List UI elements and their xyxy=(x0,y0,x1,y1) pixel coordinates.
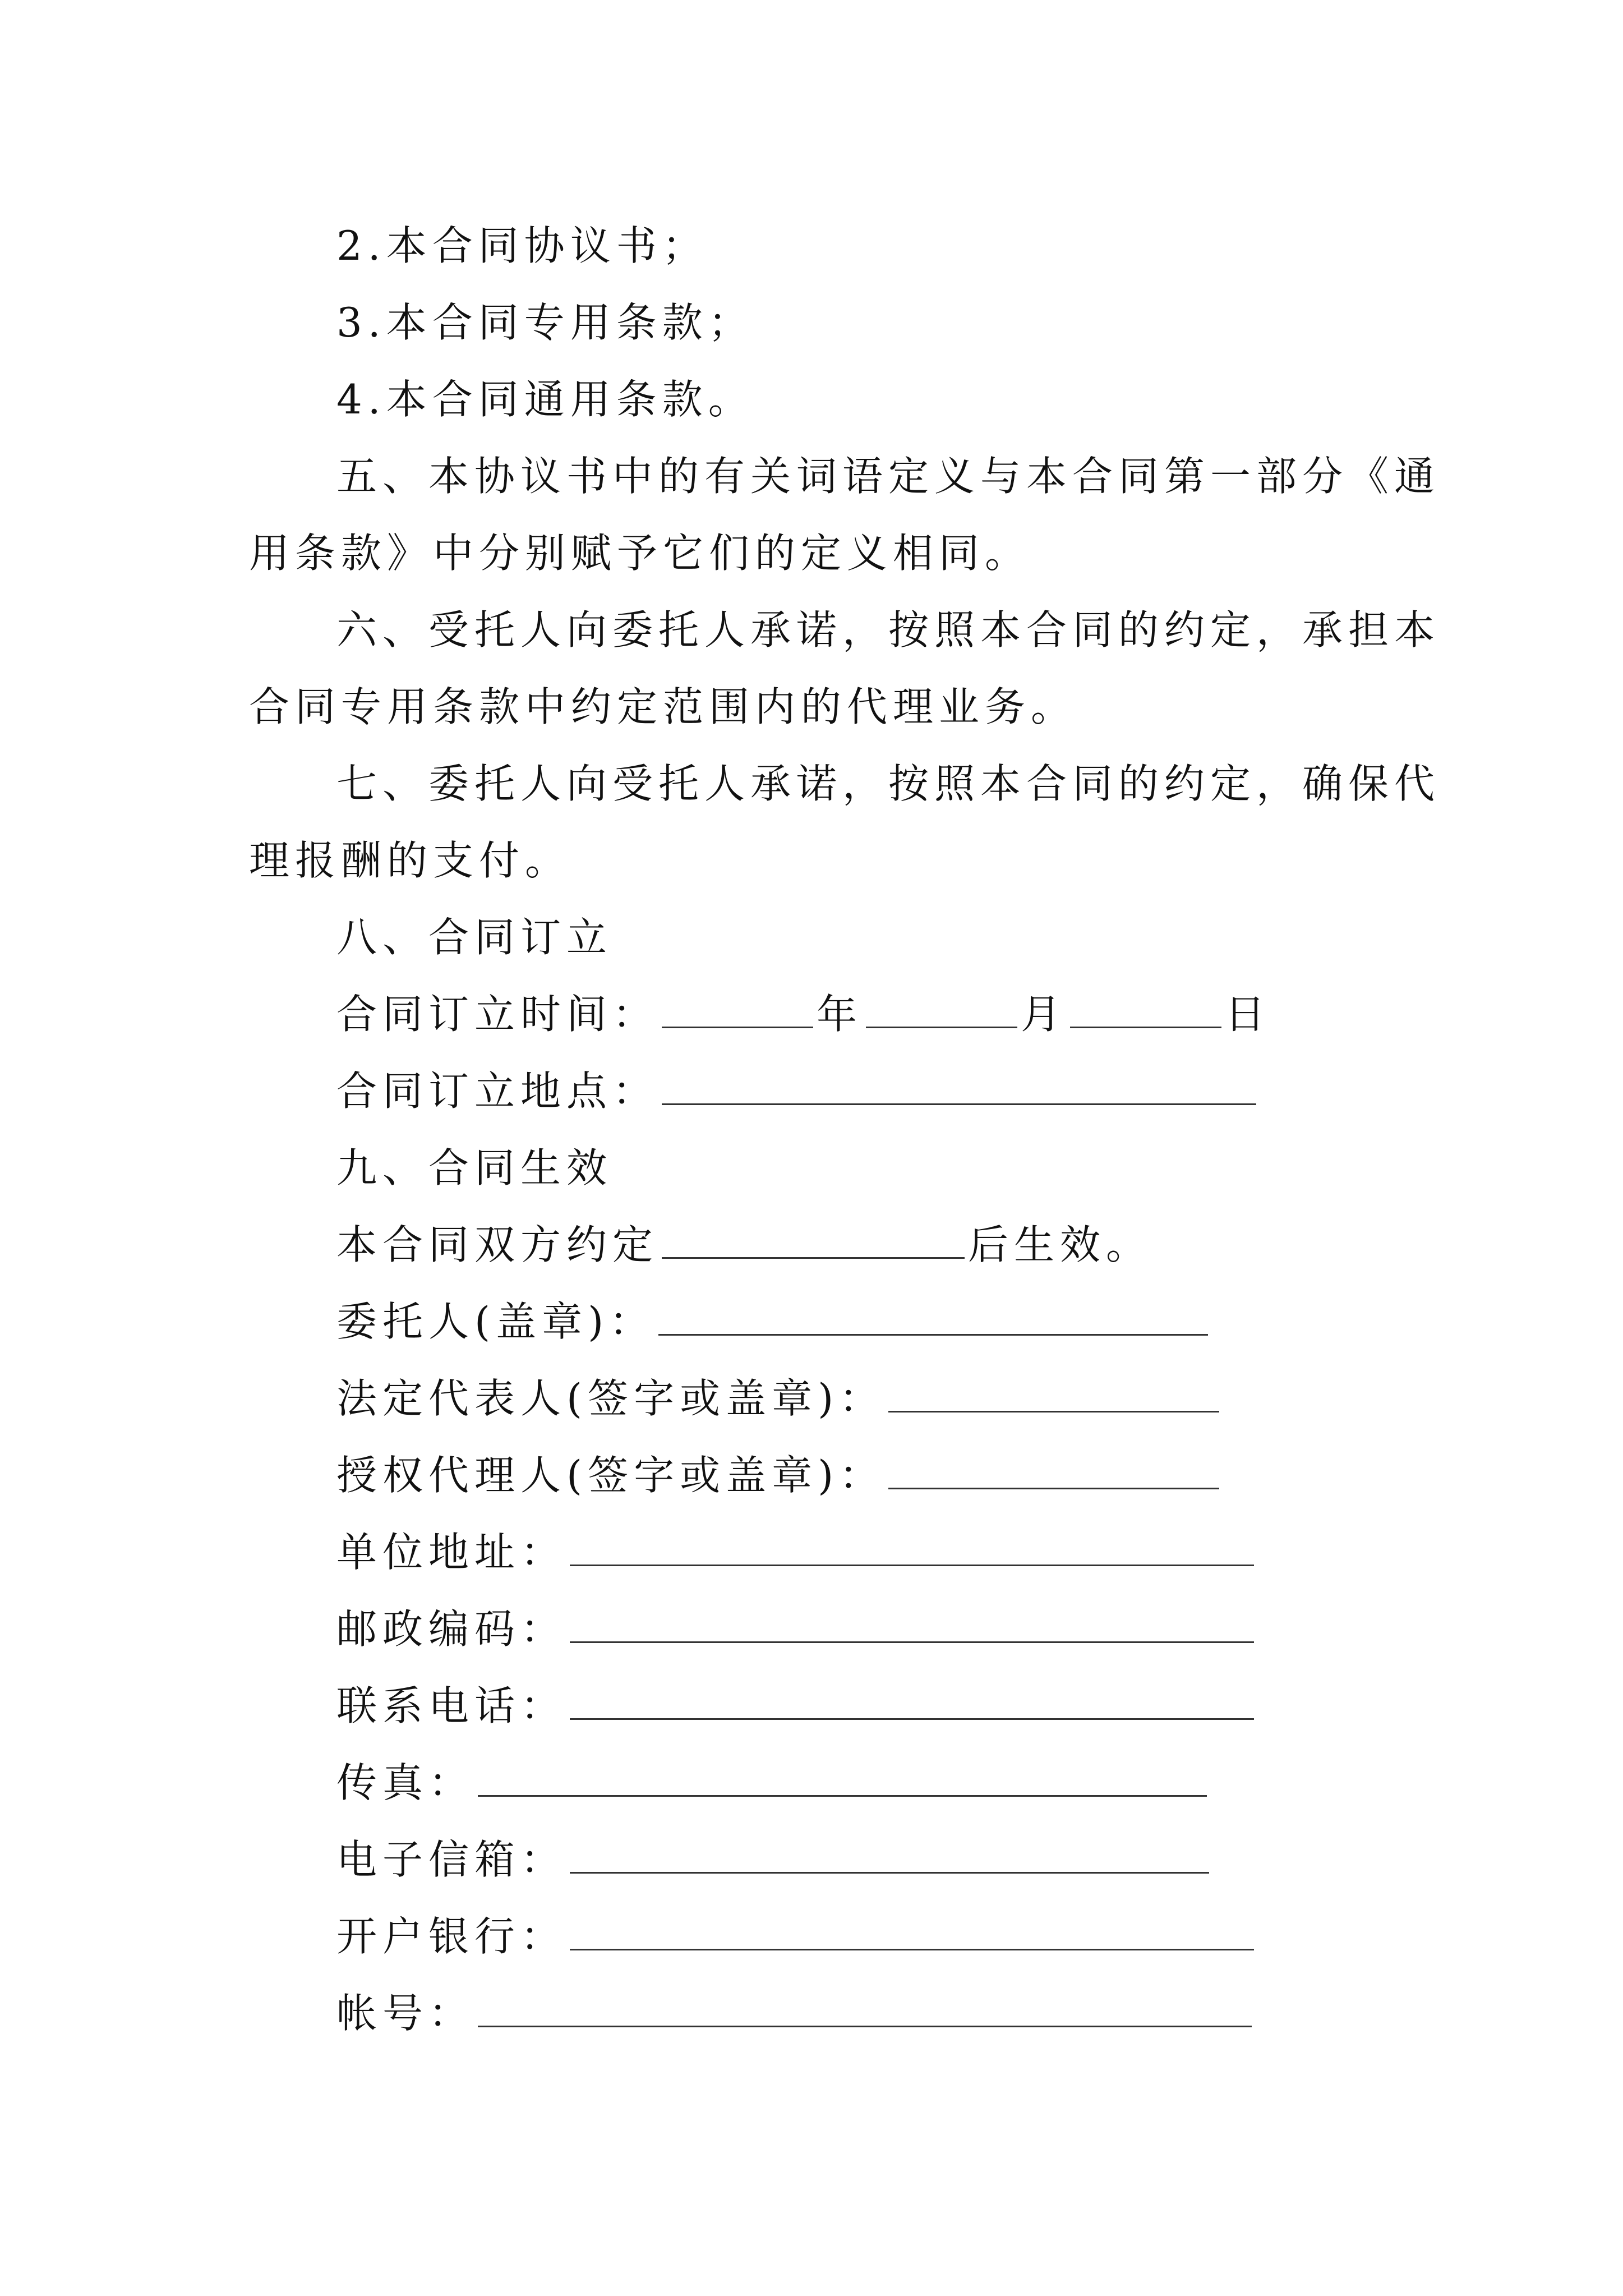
authorized-agent-blank[interactable] xyxy=(888,1454,1219,1489)
section-9-heading: 九、合同生效 xyxy=(336,1144,613,1191)
month-label: 月 xyxy=(1021,991,1067,1038)
effect-prefix: 本合同双方约定 xyxy=(336,1221,659,1268)
contract-place-row xyxy=(336,1063,1260,1119)
principal-seal-blank[interactable] xyxy=(658,1300,1208,1336)
year-label: 年 xyxy=(817,991,863,1038)
phone-row xyxy=(336,1678,1257,1734)
effect-suffix: 后生效。 xyxy=(968,1221,1152,1268)
clause-7-line-2: 理报酬的支付。 xyxy=(249,837,571,884)
clause-6-line-1: 六、受托人向委托人承诺，按照本合同的约定，承担本 xyxy=(336,606,1441,654)
legal-rep-blank[interactable] xyxy=(888,1377,1219,1412)
item-2: 2.本合同协议书； xyxy=(336,222,708,269)
clause-7-line-1: 七、委托人向受托人承诺，按照本合同的约定，确保代 xyxy=(336,760,1441,807)
bank-row xyxy=(336,1908,1257,1964)
clause-5-line-2: 用条款》中分别赋予它们的定义相同。 xyxy=(249,530,1031,577)
item-4: 4.本合同通用条款。 xyxy=(336,376,754,423)
account-row xyxy=(336,1985,1255,2041)
bank-label: 开户银行： xyxy=(336,1913,567,1960)
address-label: 单位地址： xyxy=(336,1529,567,1576)
contract-date-label: 合同订立时间： xyxy=(336,991,659,1038)
email-row xyxy=(336,1832,1212,1888)
contract-date-row xyxy=(336,986,1271,1042)
principal-seal-row xyxy=(336,1294,1211,1350)
bank-blank[interactable] xyxy=(570,1915,1254,1950)
section-8-heading: 八、合同订立 xyxy=(336,914,613,961)
address-blank[interactable] xyxy=(570,1531,1254,1566)
phone-label: 联系电话： xyxy=(336,1682,567,1729)
address-row xyxy=(336,1524,1257,1580)
clause-6-line-2: 合同专用条款中约定范围内的代理业务。 xyxy=(249,683,1077,730)
effect-condition-blank[interactable] xyxy=(662,1223,965,1259)
contract-place-label: 合同订立地点： xyxy=(336,1068,659,1115)
clause-5-line-1: 五、本协议书中的有关词语定义与本合同第一部分《通 xyxy=(336,453,1441,500)
effect-row xyxy=(336,1217,1152,1273)
authorized-agent-row xyxy=(336,1447,1223,1503)
item-3: 3.本合同专用条款； xyxy=(336,299,754,346)
account-label: 帐号： xyxy=(336,1990,475,2037)
month-blank[interactable] xyxy=(866,993,1017,1028)
day-blank[interactable] xyxy=(1070,993,1221,1028)
email-blank[interactable] xyxy=(570,1838,1209,1874)
day-label: 日 xyxy=(1225,991,1271,1038)
postcode-label: 邮政编码： xyxy=(336,1605,567,1653)
fax-row xyxy=(336,1755,1210,1811)
legal-rep-row xyxy=(336,1370,1223,1427)
year-blank[interactable] xyxy=(662,993,813,1028)
email-label: 电子信箱： xyxy=(336,1836,567,1883)
contract-place-blank[interactable] xyxy=(662,1070,1256,1105)
fax-blank[interactable] xyxy=(478,1761,1207,1797)
phone-blank[interactable] xyxy=(570,1685,1254,1720)
postcode-blank[interactable] xyxy=(570,1608,1254,1643)
fax-label: 传真： xyxy=(336,1759,475,1806)
account-blank[interactable] xyxy=(478,1992,1252,2027)
authorized-agent-label: 授权代理人(签字或盖章)： xyxy=(336,1452,886,1499)
principal-seal-label: 委托人(盖章)： xyxy=(336,1298,656,1345)
postcode-row xyxy=(336,1601,1257,1657)
legal-rep-label: 法定代表人(签字或盖章)： xyxy=(336,1375,886,1422)
